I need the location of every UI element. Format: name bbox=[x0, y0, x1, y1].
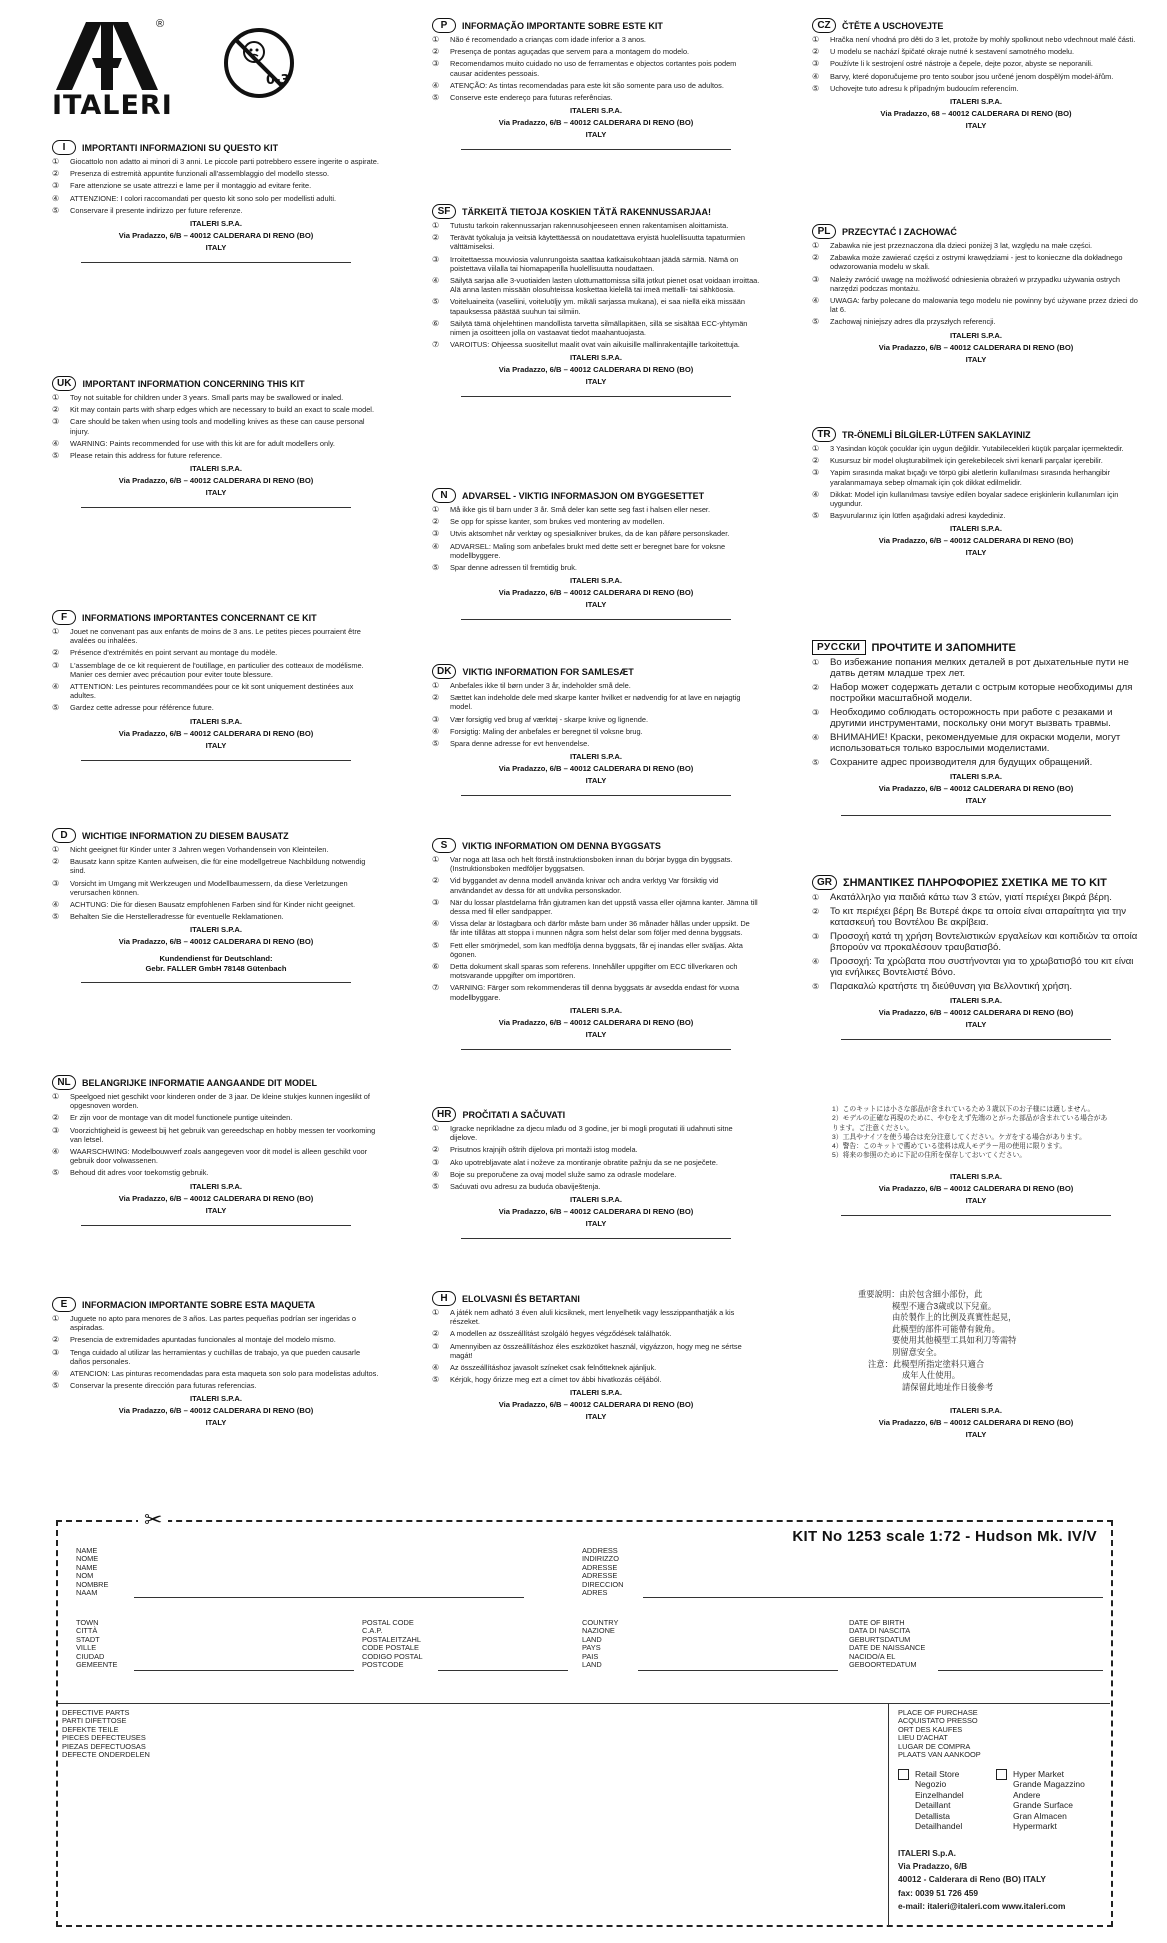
notice-hungarian: H ELOLVASNI ÉS BETARTANI ① A játék nem adható 3 éven aluli kicsiknek, mert lenyelhetik vagy lesszippanthatják a kis részeket. ② A modellen az összeállítást szolgáló hegyes végződések találhatók. ③ Amennyiben az összeállításhoz éles eszközöket használ, vigyázzon, hogy meg ne sértse magát! ④ Az összeállításhoz javasolt színeket csak felnőtteknek ajánljuk. ⑤ Kérjük, hogy őrizze meg ezt a címet tov ábbi hivatkozás céljából. ITALERI S.P.A. Via Pradazzo, 6/B – 40012 CALDERARA DI RENO (BO) ITALY bbox=[432, 1291, 760, 1423]
company-name: ITALERI S.P.A. bbox=[189, 1181, 243, 1191]
notice-item: Сохраните адрес производителя для будущих обращений. bbox=[830, 757, 1093, 768]
postal-code-label: POSTAL CODE C.A.P. POSTALEITZAHL CODE POSTALE CODIGO POSTAL POSTCODE bbox=[362, 1618, 423, 1670]
notice-item: Tenga cuidado al utilizar las herramientas y cuchillas de trabajo, ya que pueden causarle daños personales. bbox=[70, 1347, 361, 1366]
address-label: ADDRESS INDIRIZZO ADRESSE ADRESSE DIRECCION ADRES bbox=[582, 1546, 624, 1598]
notice-title: VIKTIG INFORMATION FOR SAMLESÆT bbox=[462, 666, 634, 677]
company-address: Via Pradazzo, 68 – 40012 CALDERARA DI RENO (BO) bbox=[880, 109, 1072, 119]
name-label: NAME NOME NAME NOM NOMBRE NAAM bbox=[76, 1546, 109, 1598]
divider bbox=[81, 760, 351, 761]
notice-russian: РУССКИ ПРОЧТИТЕ И ЗАПОМНИТЕ ① Во избежание попания мелких деталей в рот дыхательные пути не датвь детям младше трех лет. ② Набор может содержать детали с острым которые необходимы для постройки масштабной модели. ③ Необходимо соблюдать осторожность при работе с резаками и другими инструментами, поскольку они могут вызвать травмы. ④ ВНИМАНИЕ! Краски, рекомендуемые для окраски модели, могут использоваться только взрослыми моделистами. ⑤ Сохраните адрес производителя для будущих обращений. ITALERI S.P.A. Via Pradazzo, 6/B – 40012 CALDERARA DI RENO (BO) ITALY bbox=[812, 640, 1140, 875]
notice-item: Terävät työkaluja ja veitsiä käytettäessä on noudatettava eryistä huolellisuutta tapaturmien välttämiseksi. bbox=[450, 233, 745, 252]
notice-item: Boje su preporučene za ovaj model služe samo za odrasle modelare. bbox=[450, 1169, 677, 1179]
notice-item: Tutustu tarkoin rakennussarjan rakennusohjeeseen ennen rakentamisen aloittamista. bbox=[450, 221, 729, 230]
notice-english: UK IMPORTANT INFORMATION CONCERNING THIS KIT ① Toy not suitable for children under 3 years. Small parts may be swallowed or inaled. ② Kit may contain parts with sharp edges which are necessary to build an exact to scale model. ③ Care should be taken when using tools and modelling knives as these can cause personal injury. ④ WARNING: Paints recommended for use with this kit are for adult modellers only. ⑤ Please retain this address for future reference. ITALERI S.P.A. Via Pradazzo, 6/B – 40012 CALDERARA DI RENO (BO) ITALY bbox=[52, 376, 380, 610]
language-code: F bbox=[52, 610, 76, 625]
notice-item: Ako upotrebljavate alat i noževe za montiranje obratite pažnju da se ne posječete. bbox=[450, 1157, 718, 1167]
notice-item: 5）将来の参照のために下記の住所を保存しておいてください。 bbox=[832, 1152, 1027, 1160]
notice-item: VAROITUS: Ohjeessa suositellut maalit ovat vain aikuisille mallinrakentajille tarkoitettuja. bbox=[450, 340, 740, 350]
notice-item: U modelu se nachází špičaté okraje nutné k sestavení samotného modelu. bbox=[830, 47, 1075, 57]
company-country: ITALY bbox=[965, 121, 987, 131]
notice-item: Vissa delar är löstagbara och därför måste barn under 36 månader hållas under uppsikt. De får inte tillåtas att stoppa i munnen några som helst delar som följer med denna byggsats. bbox=[450, 919, 750, 938]
company-address: Via Pradazzo, 6/B – 40012 CALDERARA DI RENO (BO) bbox=[498, 1017, 694, 1027]
notice-title: ПРОЧТИТЕ И ЗАПОМНИТЕ bbox=[871, 641, 1016, 654]
company-country: ITALY bbox=[965, 1430, 987, 1440]
notice-item: Behalten Sie die Herstelleradresse für eventuelle Reklamationen. bbox=[70, 912, 284, 922]
notice-item: Необходимо соблюдать осторожность при работе с резаками и другими инструментами, поскольку они могут вызвать травмы. bbox=[830, 707, 1113, 729]
notice-item: Vær forsigtig ved brug af værktøj - skarpe knive og lignende. bbox=[450, 714, 648, 724]
divider bbox=[461, 149, 731, 150]
notice-item: Voorzichtigheid is geweest bij het gebruik van gereedschap en hobby messen ter voorkoming van letsel. bbox=[70, 1125, 376, 1144]
notice-item: Please retain this address for future reference. bbox=[70, 451, 222, 461]
company-name: ITALERI S.P.A. bbox=[569, 1388, 623, 1398]
notice-czech: CZ ČTĚTE A USCHOVEJTE ① Hračka není vhodná pro děti do 3 let, protože by mohly spolknout nebo vdechnout malé části. ② U modelu se nachází špičaté okraje nutné k sestavení samotného modelu. ③ Používte li k sestrojení ostré nástroje a čepele, dejte pozor, abyste se neporanili. ④ Barvy, které doporučujeme pro tento soubor jsou určené jenom dospělým model-ářům. ⑤ Uchovejte tuto adresu k případným budoucím referencím. ITALERI S.P.A. Via Pradazzo, 68 – 40012 CALDERARA DI RENO (BO) ITALY bbox=[812, 18, 1140, 224]
notice-item: Não é recomendado a crianças com idade inferior a 3 anos. bbox=[450, 35, 646, 44]
company-country: ITALY bbox=[965, 548, 987, 558]
notice-item: UWAGA: farby polecane do malowania tego modelu nie powinny być używane przez dzieci do lat 6. bbox=[830, 296, 1138, 315]
language-code: S bbox=[432, 838, 456, 853]
company-name: ITALERI S.P.A. bbox=[949, 330, 1003, 340]
notice-item: WAARSCHWING: Modelbouwverf zoals aangegeven voor dit model is alleen geschikt voor gebruik door volwassenen. bbox=[70, 1147, 368, 1166]
notice-item: ATTENZIONE: I colori raccomandati per questo kit sono solo per modellisti adulti. bbox=[70, 193, 337, 203]
notice-title: WICHTIGE INFORMATION ZU DIESEM BAUSATZ bbox=[82, 830, 289, 841]
date-of-birth-field[interactable] bbox=[938, 1670, 1103, 1671]
company-address: Via Pradazzo, 6/B – 40012 CALDERARA DI RENO (BO) bbox=[118, 476, 314, 486]
company-country: ITALY bbox=[585, 600, 607, 610]
hyper-market-checkbox[interactable] bbox=[996, 1769, 1007, 1780]
notice-item: Care should be taken when using tools and modelling knives as these can cause personal injury. bbox=[70, 417, 365, 436]
notice-item: Saćuvati ovu adresu za buduća obaviještenja. bbox=[450, 1182, 601, 1192]
notice-item: Το κιτ περιέχει βέρη Βε Βυτερέ άκρε τα οποία είναι απαραίτητα για την κατασκευή του Βοντέλου Βε ακρίβεια. bbox=[830, 906, 1127, 928]
notice-title: IMPORTANT INFORMATION CONCERNING THIS KIT bbox=[82, 378, 305, 389]
notice-item: 3）工具やナイフを使う場合は充分注意してください。ケガをする場合があります。 bbox=[832, 1133, 1086, 1141]
notice-item: Conservare il presente indirizzo per future referenze. bbox=[70, 205, 243, 215]
town-field[interactable] bbox=[134, 1670, 354, 1671]
notice-title: TR-ÖNEMLİ BİLGİLER-LÜTFEN SAKLAYINIZ bbox=[842, 429, 1031, 440]
company-name: ITALERI S.P.A. bbox=[189, 1394, 243, 1404]
notice-item: 成年人仕使用。 bbox=[902, 1370, 961, 1381]
notice-italian: I IMPORTANTI INFORMAZIONI SU QUESTO KIT ① Giocattolo non adatto ai minori di 3 anni. Le piccole parti potrebbero essere ingerite o aspirate. ② Presenza di estremità appuntite funzionali all'assemblaggio del modello stesso. ③ Fare attenzione se usate attrezzi e lame per il montaggio ad evitare ferite. ④ ATTENZIONE: I colori raccomandati per questo kit sono solo per modellisti adulti. ⑤ Conservare il presente indirizzo per future referenze. ITALERI S.P.A. Via Pradazzo, 6/B – 40012 CALDERARA DI RENO (BO) ITALY bbox=[52, 140, 380, 376]
company-country: ITALY bbox=[205, 243, 227, 253]
notice-item: Набор может содержать детали с острым которые необходимы для постройки масштабной модели. bbox=[830, 682, 1133, 704]
hyper-market-option[interactable] bbox=[996, 1769, 1085, 1834]
notice-title: IMPORTANTI INFORMAZIONI SU QUESTO KIT bbox=[82, 142, 279, 153]
company-country: ITALY bbox=[205, 488, 227, 498]
notice-chinese bbox=[812, 1289, 1140, 1441]
notice-item: 4）警告：このキットで薦めている塗料は成人モデラー用の使用に限ります。 bbox=[832, 1143, 1067, 1151]
notice-item: Παρακαλώ κρατήστε τη διεύθυνση για Βελλοντική χρήση. bbox=[830, 981, 1073, 992]
notice-item: 2）モデルの正確な再現のために、やむをえず先端のとがった部品が含まれている場合があります。ご注意ください。 bbox=[832, 1115, 1108, 1132]
notice-item: Kit may contain parts with sharp edges which are necessary to build an exact to scale model. bbox=[70, 405, 374, 415]
company-name: ITALERI S.P.A. bbox=[949, 1171, 1003, 1181]
company-address: Via Pradazzo, 6/B – 40012 CALDERARA DI RENO (BO) bbox=[498, 118, 694, 128]
company-address: Via Pradazzo, 6/B – 40012 CALDERARA DI RENO (BO) bbox=[118, 1193, 314, 1203]
company-name: ITALERI S.P.A. bbox=[949, 772, 1003, 781]
divider bbox=[461, 396, 731, 397]
notice-item: Spar denne adressen til fremtidig bruk. bbox=[450, 563, 577, 573]
language-code: I bbox=[52, 140, 76, 155]
company-country: ITALY bbox=[585, 1219, 607, 1229]
notice-item: 模型不適合3歲或以下兒童。 bbox=[892, 1300, 997, 1311]
notice-item: Uchovejte tuto adresu k případným budoucím referencím. bbox=[830, 83, 1019, 93]
brand-name: ITALERI bbox=[52, 90, 173, 121]
notice-item: Gardez cette adresse pour référence future. bbox=[70, 703, 214, 713]
country-label: COUNTRY NAZIONE LAND PAYS PAIS LAND bbox=[582, 1618, 619, 1670]
registration-coupon bbox=[56, 1507, 1113, 1927]
language-code: SF bbox=[432, 204, 456, 219]
language-code: HR bbox=[432, 1107, 456, 1122]
notice-item: Amennyiben az összeállításhoz éles eszközöket használ, vigyázzon, hogy meg ne sértse magát! bbox=[450, 1341, 742, 1360]
distributor-label: Kundendienst für Deutschland: bbox=[159, 954, 273, 964]
company-address: Via Pradazzo, 6/B – 40012 CALDERARA DI RENO (BO) bbox=[118, 937, 314, 947]
notice-item: L'assemblage de ce kit requierent de l'outillage, en particulier des cotteaux de modélisme. Manier ces dernier avec précaution pour eviter toute blessure. bbox=[70, 660, 364, 679]
notice-title: BELANGRIJKE INFORMATIE AANGAANDE DIT MODEL bbox=[82, 1077, 317, 1088]
address-field[interactable] bbox=[643, 1597, 1103, 1598]
postal-code-field[interactable] bbox=[438, 1670, 568, 1671]
notice-item: Présence d'extrémités en point servant au montage du modèle. bbox=[70, 648, 278, 658]
italeri-logo bbox=[52, 18, 173, 121]
column-3 bbox=[812, 18, 1140, 1441]
distributor-name: Gebr. FALLER GmbH 78148 Gütenbach bbox=[145, 964, 287, 974]
notice-item: Jouet ne convenant pas aux enfants de moins de 3 ans. Le petites pieces pourraient être avalées ou inhalées. bbox=[70, 627, 361, 646]
company-country: ITALY bbox=[585, 1029, 607, 1039]
notice-item: ВНИМАНИЕ! Краски, рекомендуемые для окраски модели, могут использоваться только взрослыми моделистами. bbox=[830, 732, 1121, 754]
notice-item: Irroitettaessa mouviosia valunrungoista saattaa katkaisukohtaan jäädä särmiä. Nämä on poistettava viilalla tai hiomapaperilla huolellisuutta noudattaen. bbox=[450, 254, 739, 273]
company-country: ITALY bbox=[205, 740, 227, 750]
language-code: CZ bbox=[812, 18, 836, 33]
notice-title: TÄRKEITÄ TIETOJA KOSKIEN TÄTÄ RAKENNUSSARJAA! bbox=[462, 206, 712, 217]
company-name: ITALERI S.P.A. bbox=[569, 576, 623, 586]
notice-item: Zabawka może zawierać części z ostrymi krawędziami - jest to konieczne dla dokładnego odwzorowania modelu w skali. bbox=[830, 253, 1123, 272]
notice-item: Presença de pontas aguçadas que servem para a montagem do modelo. bbox=[450, 47, 690, 57]
divider bbox=[461, 1238, 731, 1239]
divider bbox=[81, 507, 351, 508]
notice-item: ATENÇÃO: As tintas recomendadas para este kit são somente para uso de adultos. bbox=[450, 80, 724, 90]
notice-item: Dikkat: Model için kullanılması tavsiye edilen boyalar sadece erişkinlerin kullanımları için uygundur. bbox=[830, 489, 1119, 509]
company-country: ITALY bbox=[965, 1020, 987, 1029]
company-address: Via Pradazzo, 6/B – 40012 CALDERARA DI RENO (BO) bbox=[498, 365, 694, 375]
retail-store-labels: Retail Store Negozio Einzelhandel Detaillant Detallista Detailhandel bbox=[915, 1769, 964, 1832]
notice-item: Igracke neprikladne za djecu mlađu od 3 godine, jer bi mogli progutati ili udahnuti sitne dijelove. bbox=[450, 1124, 733, 1143]
notice-item: Toy not suitable for children under 3 years. Small parts may be swallowed or inaled. bbox=[70, 393, 344, 402]
company-name: ITALERI S.P.A. bbox=[189, 464, 243, 474]
defective-parts-label: DEFECTIVE PARTS PARTI DIFETTOSE DEFEKTE TEILE PIECES DEFECTEUSES PIEZAS DEFECTUOSAS DEFECTE ONDERDELEN bbox=[62, 1708, 150, 1760]
notice-polish: PL PRZECYTAĆ I ZACHOWAĆ ① Zabawka nie jest przeznaczona dla dzieci poniżej 3 lat, względu na małe części. ② Zabawka może zawierać części z ostrymi krawędziami - jest to konieczne dla dokładnego odwzorowania modelu w skali. ③ Należy zwrócić uwagę na możliwość odniesienia obrażeń w przypadku używania ostrych narzędzi podczas montażu. ④ UWAGA: farby polecane do malowania tego modelu nie powinny być używane przez dzieci do lat 6. ⑤ Zachowaj niniejszy adres dla przyszłych referencji. ITALERI S.P.A. Via Pradazzo, 6/B – 40012 CALDERARA DI RENO (BO) ITALY bbox=[812, 224, 1140, 427]
notice-item: 3 Yasindan küçük çocuklar için uygun değildir. Yutabilecekleri küçük parçalar içermektedir. bbox=[830, 444, 1124, 453]
notice-item: Prisutnos krajnjih oštrih dijelova pri montaži istog modela. bbox=[450, 1145, 638, 1155]
notice-item: Во избежание попания мелких деталей в рот дыхательные пути не датвь детям младше трех лет. bbox=[830, 657, 1129, 679]
notice-item: Utvis aktsomhet når verktøy og spesialkniver brukes, da de kan påføre personskader. bbox=[450, 529, 730, 539]
notice-item: Forsigtig: Maling der anbefales er beregnet til voksne brug. bbox=[450, 726, 643, 736]
notice-item: Juguete no apto para menores de 3 años. Las partes pequeñas podrían ser ingeridas o aspiradas. bbox=[70, 1314, 356, 1333]
notice-item: Recomendamos muito cuidado no uso de ferramentas e objectos cortantes pois podem causar acidentes pessoais. bbox=[450, 59, 737, 78]
town-label: TOWN CITTÀ STADT VILLE CIUDAD GEMEENTE bbox=[76, 1618, 118, 1670]
notice-item: Vorsicht im Umgang mit Werkzeugen und Modellbaumessern, da diese Verletzungen verursachen können. bbox=[70, 878, 348, 897]
company-address: Via Pradazzo, 6/B – 40012 CALDERARA DI RENO (BO) bbox=[498, 1400, 694, 1410]
company-country: ITALY bbox=[205, 1205, 227, 1215]
name-field[interactable] bbox=[134, 1597, 524, 1598]
company-contact: ITALERI S.p.A. Via Pradazzo, 6/B 40012 - Calderara di Reno (BO) ITALY fax: 0039 51 726 459 e-mail: italeri@italeri.com www.italeri.com bbox=[898, 1848, 1066, 1911]
notice-item: 別留意安全。 bbox=[892, 1346, 942, 1357]
notice-title: PROČITATI A SAČUVATI bbox=[462, 1109, 566, 1120]
notice-item: Sættet kan indeholde dele med skarpe kanter hvilket er nødvendig for at lave en nøjagtig model. bbox=[450, 693, 741, 712]
hyper-market-labels: Hyper Market Grande Magazzino Andere Grande Surface Gran Almacen Hypermarkt bbox=[1013, 1769, 1085, 1832]
notice-item: Προσοχή: Τα χρώβατα που συστήνονται για το χρωβατισβό του κιτ είναι για ενήλικες Βοντελιστέ Βόνο. bbox=[830, 956, 1134, 978]
divider bbox=[841, 815, 1111, 816]
company-name: ITALERI S.P.A. bbox=[949, 524, 1003, 534]
notice-item: Fare attenzione se usate attrezzi e lame per il montaggio ad evitare ferite. bbox=[70, 181, 312, 191]
divider bbox=[841, 1215, 1111, 1216]
notice-item: Kusursuz bir model oluşturabilmek için gerekebilecek sivri kenarli parçalar içerebilir. bbox=[830, 456, 1103, 466]
notice-item: Bausatz kann spitze Kanten aufweisen, die für eine modellgetreue Nachbildung notwendig sind. bbox=[70, 857, 366, 876]
notice-title: PRZECYTAĆ I ZACHOWAĆ bbox=[842, 226, 957, 237]
notice-item: ATENCION: Las pinturas recomendadas para esta maqueta son solo para modelistas adultos. bbox=[70, 1369, 379, 1379]
language-code: РУССКИ bbox=[812, 640, 866, 655]
notice-item: Kérjük, hogy őrizze meg ezt a címet tov ábbi hivatkozás céljából. bbox=[450, 1375, 662, 1385]
notice-item: Speelgoed niet geschikt voor kinderen onder de 3 jaar. De kleine stukjes kunnen ingeslikt of opgesnoven worden. bbox=[70, 1092, 370, 1111]
company-address: Via Pradazzo, 6/B – 40012 CALDERARA DI RENO (BO) bbox=[878, 342, 1074, 352]
company-address: Via Pradazzo, 6/B – 40012 CALDERARA DI RENO (BO) bbox=[498, 588, 694, 598]
language-code: H bbox=[432, 1291, 456, 1306]
country-field[interactable] bbox=[638, 1670, 838, 1671]
notice-item: Vid byggandet av denna modell använda knivar och andra verktyg Var försiktig vid användandet av dessa för att undvika personskador. bbox=[450, 876, 719, 895]
company-address: Via Pradazzo, 6/B – 40012 CALDERARA DI RENO (BO) bbox=[118, 728, 314, 738]
notice-item: ATTENTION: Les peintures recommandées pour ce kit sont uniquement destinées aux adultes. bbox=[70, 682, 354, 701]
notice-item: Az összeállításhoz javasolt színeket csak felnőtteknek ajánljuk. bbox=[450, 1363, 657, 1373]
language-code: GR bbox=[812, 875, 837, 890]
language-code: P bbox=[432, 18, 456, 33]
company-address: Via Pradazzo, 6/B – 40012 CALDERARA DI RENO (BO) bbox=[878, 536, 1074, 546]
notice-title: ΣΗΜΑΝΤΙΚΕΣ ΠΛΗΡΟΦΟΡΙΕΣ ΣΧΕΤΙΚΑ ΜΕ ΤΟ ΚΙΤ bbox=[843, 876, 1107, 889]
notice-item: 注意：此模型所指定塗料只適合 bbox=[868, 1358, 985, 1369]
notice-japanese bbox=[812, 1105, 1140, 1289]
company-country: ITALY bbox=[585, 130, 607, 140]
language-code: N bbox=[432, 488, 456, 503]
company-name: ITALERI S.P.A. bbox=[949, 97, 1003, 107]
company-country: ITALY bbox=[965, 1195, 987, 1205]
scissors-icon: ✂ bbox=[138, 1508, 168, 1532]
notice-item: Başvurularınız için lütfen aşağıdaki adresi kaydediniz. bbox=[830, 511, 1006, 521]
notice-item: Conservar la presente dirección para futuras referencias. bbox=[70, 1381, 257, 1391]
company-address: Via Pradazzo, 6/B – 40012 CALDERARA DI RENO (BO) bbox=[498, 1207, 694, 1217]
divider bbox=[461, 795, 731, 796]
notice-title: ADVARSEL - VIKTIG INFORMASJON OM BYGGESETTET bbox=[462, 490, 705, 501]
notice-item: 要使用其他模型工具如利刀等需特 bbox=[892, 1335, 1017, 1346]
language-code: D bbox=[52, 828, 76, 843]
notice-norwegian: N ADVARSEL - VIKTIG INFORMASJON OM BYGGESETTET ① Må ikke gis til barn under 3 år. Små deler kan sette seg fast i halsen eller neser. ② Se opp for spisse kanter, som brukes ved montering av modellen. ③ Utvis aktsomhet når verktøy og spesialkniver brukes, da de kan påføre personskader. ④ ADVARSEL: Maling som anbefales brukt med dette sett er beregnet bare for voksne modellbyggere. ⑤ Spar denne adressen til fremtidig bruk. ITALERI S.P.A. Via Pradazzo, 6/B – 40012 CALDERARA DI RENO (BO) ITALY bbox=[432, 488, 760, 664]
notice-item: 重要說明：由於包含細小部份，此 bbox=[858, 1289, 983, 1299]
notice-french: F INFORMATIONS IMPORTANTES CONCERNANT CE KIT ① Jouet ne convenant pas aux enfants de moins de 3 ans. Le petites pieces pourraient être avalées ou inhalées. ② Présence d'extrémités en point servant au montage du modèle. ③ L'assemblage de ce kit requierent de l'outillage, en particulier des cotteaux de modélisme. Manier ces dernier avec précaution pour eviter toute blessure. ④ ATTENTION: Les peintures recommandées pour ce kit sont uniquement destinées aux adultes. ⑤ Gardez cette adresse pour référence future. ITALERI S.P.A. Via Pradazzo, 6/B – 40012 CALDERARA DI RENO (BO) ITALY bbox=[52, 610, 380, 828]
notice-item: Používte li k sestrojení ostré nástroje a čepele, dejte pozor, abyste se neporanili. bbox=[830, 59, 1093, 69]
divider bbox=[81, 1225, 351, 1226]
notice-item: A modellen az összeállítást szolgáló hegyes végződések találhatók. bbox=[450, 1329, 672, 1339]
notice-german: D WICHTIGE INFORMATION ZU DIESEM BAUSATZ ① Nicht geeignet für Kinder unter 3 Jahren wegen Vorhandensein von Kleinteilen. ② Bausatz kann spitze Kanten aufweisen, die für eine modellgetreue Nachbildung notwendig sind. ③ Vorsicht im Umgang mit Werkzeugen und Modellbaumessern, da diese Verletzungen verursachen können. ④ ACHTUNG: Die für diesen Bausatz empfohlenen Farben sind für Kinder nicht geeignet. ⑤ Behalten Sie die Herstelleradresse für eventuelle Reklamationen. ITALERI S.P.A. Via Pradazzo, 6/B – 40012 CALDERARA DI RENO (BO) Kundendienst für Deutschland: Gebr. FALLER GmbH 78148 Gütenbach bbox=[52, 828, 380, 1075]
notice-portuguese: P INFORMAÇÃO IMPORTANTE SOBRE ESTE KIT ① Não é recomendado a crianças com idade inferior a 3 anos. ② Presença de pontas aguçadas que servem para a montagem do modelo. ③ Recomendamos muito cuidado no uso de ferramentas e objectos cortantes pois podem causar acidentes pessoais. ④ ATENÇÃO: As tintas recomendadas para este kit são somente para uso de adultos. ⑤ Conserve este endereço para futuras referências. ITALERI S.P.A. Via Pradazzo, 6/B – 40012 CALDERARA DI RENO (BO) ITALY bbox=[432, 18, 760, 204]
notice-title: ELOLVASNI ÉS BETARTANI bbox=[462, 1293, 580, 1304]
retail-store-option[interactable] bbox=[898, 1769, 964, 1834]
language-code: DK bbox=[432, 664, 456, 679]
company-country: ITALY bbox=[585, 776, 607, 786]
language-code: NL bbox=[52, 1075, 76, 1090]
notice-item: Προσοχή κατά τη χρήση Βοντελιστικών εργαλείων και κοπιδιών τα οποία βπορούν να προκαλέσουν τραυβατισβό. bbox=[830, 931, 1138, 953]
italeri-logo-mark-icon bbox=[52, 18, 165, 93]
company-country: ITALY bbox=[585, 1412, 607, 1422]
notice-item: Var noga att läsa och helt förstå instruktionsboken innan du börjar bygga din byggsats. (Instruktionsboken medföljer byggsatsen. bbox=[450, 855, 733, 874]
divider bbox=[81, 262, 351, 263]
notice-item: Må ikke gis til barn under 3 år. Små deler kan sette seg fast i halsen eller neser. bbox=[450, 505, 711, 514]
notice-item: Ακατάλληλο για παιδιά κάτω των 3 ετών, γιατί περιέχει βικρά βέρη. bbox=[830, 892, 1112, 903]
notice-finnish: SF TÄRKEITÄ TIETOJA KOSKIEN TÄTÄ RAKENNUSSARJAA! ① Tutustu tarkoin rakennussarjan rakennusohjeeseen ennen rakentamisen aloittamista. ② Terävät työkaluja ja veitsiä käytettäessä on noudatettava eryistä huolellisuutta tapaturmien välttämiseksi. ③ Irroitettaessa mouviosia valunrungoista saattaa katkaisukohtaan jäädä särmiä. Nämä on poistettava viilalla tai hiomapaperilla huolellisuutta noudattaen. ④ Säilytä sarjaa alle 3-vuotiaiden lasten ulottumattomissa sillä jotkut pienet osat voidaan irroittaa. Alä anna lasten missään olosuhteissa koskettaa kielellä tai imeä mettalli- tai sähköosia. ⑤ Voiteluaineita (vaseliini, voiteluöljy ym. mikäli sarjassa mukana), ei saa niellä eikä missään tapauksessa päästää suuhun tai silmiin. ⑥ Säilytä tämä ohjelehtinen mandollista tarvetta silmällapitäen, sillä se sisältää ECC-yhtymän nimen ja osoitteen jolla on vastaavat tiedot maahantuojasta. ⑦ VAROITUS: Ohjeessa suositellut maalit ovat vain aikuisille mallinrakentajille tarkoitettuja. ITALERI S.P.A. Via Pradazzo, 6/B – 40012 CALDERARA DI RENO (BO) ITALY bbox=[432, 204, 760, 488]
company-name: ITALERI S.P.A. bbox=[569, 1005, 623, 1015]
language-code: E bbox=[52, 1297, 76, 1312]
company-address: Via Pradazzo, 6/B – 40012 CALDERARA DI RENO (BO) bbox=[878, 1008, 1074, 1017]
notice-item: 由於製作上的比例及真實性起見， bbox=[892, 1312, 1017, 1323]
notice-item: Presencia de extremidades apuntadas funcionales al montaje del modelo mismo. bbox=[70, 1335, 336, 1345]
company-name: ITALERI S.P.A. bbox=[189, 925, 243, 935]
company-address: Via Pradazzo, 6/B – 40012 CALDERARA DI RENO (BO) bbox=[878, 1418, 1074, 1428]
notice-item: Należy zwrócić uwagę na możliwość odniesienia obrażeń w przypadku używania ostrych narzędzi podczas montażu. bbox=[830, 274, 1121, 293]
age-label: 0-3 bbox=[266, 73, 290, 88]
notice-item: Barvy, které doporučujeme pro tento soubor jsou určené jenom dospělým model-ářům. bbox=[830, 71, 1114, 81]
notice-item: Er zijn voor de montage van dit model functionele puntige uiteinden. bbox=[70, 1113, 293, 1123]
notice-item: Giocattolo non adatto ai minori di 3 anni. Le piccole parti potrebbero essere ingerite o aspirate. bbox=[70, 157, 379, 166]
notice-greek: GR ΣΗΜΑΝΤΙΚΕΣ ΠΛΗΡΟΦΟΡΙΕΣ ΣΧΕΤΙΚΑ ΜΕ ΤΟ ΚΙΤ ① Ακατάλληλο για παιδιά κάτω των 3 ετών, γιατί περιέχει βικρά βέρη. ② Το κιτ περιέχει βέρη Βε Βυτερέ άκρε τα οποία είναι απαραίτητα για την κατασκευή του Βοντέλου Βε ακρίβεια. ③ Προσοχή κατά τη χρήση Βοντελιστικών εργαλείων και κοπιδιών τα οποία βπορούν να προκαλέσουν τραυβατισβό. ④ Προσοχή: Τα χρώβατα που συστήνονται για το χρωβατισβό του κιτ είναι για ενήλικες Βοντελιστέ Βόνο. ⑤ Παρακαλώ κρατήστε τη διεύθυνση για Βελλοντική χρήση. ITALERI S.P.A. Via Pradazzo, 6/B – 40012 CALDERARA DI RENO (BO) ITALY bbox=[812, 875, 1140, 1105]
notice-title: INFORMACION IMPORTANTE SOBRE ESTA MAQUETA bbox=[82, 1299, 316, 1310]
notice-title: ČTĚTE A USCHOVEJTE bbox=[842, 20, 944, 31]
column-1 bbox=[52, 140, 380, 1429]
notice-danish: DK VIKTIG INFORMATION FOR SAMLESÆT ① Anbefales ikke til børn under 3 år, indeholder små dele. ② Sættet kan indeholde dele med skarpe kanter hvilket er nødvendig for at lave en nøjagtig model. ③ Vær forsigtig ved brug af værktøj - skarpe knive og lignende. ④ Forsigtig: Maling der anbefales er beregnet til voksne brug. ⑤ Spara denne adresse for evt henvendelse. ITALERI S.P.A. Via Pradazzo, 6/B – 40012 CALDERARA DI RENO (BO) ITALY bbox=[432, 664, 760, 838]
company-country: ITALY bbox=[585, 377, 607, 387]
kit-title: KIT No 1253 scale 1:72 - Hudson Mk. IV/V bbox=[792, 1528, 1097, 1545]
notice-item: Hračka není vhodná pro děti do 3 let, protože by mohly spolknout nebo vdechnout malé části. bbox=[830, 35, 1136, 44]
company-name: ITALERI S.P.A. bbox=[569, 106, 623, 116]
company-name: ITALERI S.P.A. bbox=[949, 996, 1003, 1005]
notice-croatian: HR PROČITATI A SAČUVATI ① Igracke neprikladne za djecu mlađu od 3 godine, jer bi mogli progutati ili udahnuti sitne dijelove. ② Prisutnos krajnjih oštrih dijelova pri montaži istog modela. ③ Ako upotrebljavate alat i noževe za montiranje obratite pažnju da se ne posječete. ④ Boje su preporučene za ovaj model služe samo za odrasle modelare. ⑤ Saćuvati ovu adresu za buduća obaviještenja. ITALERI S.P.A. Via Pradazzo, 6/B – 40012 CALDERARA DI RENO (BO) ITALY bbox=[432, 1107, 760, 1291]
notice-item: VARNING: Färger som rekommenderas till denna byggsats är avsedda endast för vuxna modellbyggare. bbox=[450, 983, 740, 1002]
notice-item: Behoud dit adres voor toekomstig gebruik. bbox=[70, 1168, 209, 1178]
divider bbox=[888, 1703, 889, 1926]
company-address: Via Pradazzo, 6/B – 40012 CALDERARA DI RENO (BO) bbox=[498, 764, 694, 774]
column-2 bbox=[432, 18, 760, 1423]
company-name: ITALERI S.P.A. bbox=[569, 1195, 623, 1205]
notice-item: Detta dokument skall sparas som referens. Innehåller uppgifter om ECC tillverkaren och motsvarande uppgifter om importören. bbox=[450, 962, 738, 981]
company-name: ITALERI S.P.A. bbox=[569, 353, 623, 363]
company-address: Via Pradazzo, 6/B – 40012 CALDERARA DI RENO (BO) bbox=[878, 784, 1074, 793]
notice-item: Zachowaj niniejszy adres dla przyszłych referencji. bbox=[830, 317, 996, 327]
notice-item: När du lossar plastdelarna från gjutramen kan det uppstå vassa eller ojämna kanter. Jämna till dessa med fil eller sandpapper. bbox=[450, 897, 758, 917]
notice-title: INFORMAÇÃO IMPORTANTE SOBRE ESTE KIT bbox=[462, 20, 663, 31]
notice-item: ACHTUNG: Die für diesen Bausatz empfohlenen Farben sind für Kinder nicht geeignet. bbox=[70, 900, 356, 910]
registered-mark: ® bbox=[156, 18, 165, 30]
notice-item: Presenza di estremità appuntite funzionali all'assemblaggio del modello stesso. bbox=[70, 169, 329, 179]
language-code: TR bbox=[812, 427, 836, 442]
notice-item: Fett eller smörjmedel, som kan medfölja denna byggsats, får ej inandas eller sväljas. Akta ögonen. bbox=[450, 940, 743, 959]
notice-item: A játék nem adható 3 éven aluli kicsiknek, mert lenyelhetik vagy lesszippanthatják a kis részeket. bbox=[450, 1308, 735, 1327]
notice-item: Anbefales ikke til børn under 3 år, indeholder små dele. bbox=[450, 681, 631, 690]
company-country: ITALY bbox=[205, 1418, 227, 1428]
company-address: Via Pradazzo, 6/B – 40012 CALDERARA DI RENO (BO) bbox=[118, 231, 314, 241]
company-country: ITALY bbox=[965, 796, 987, 805]
notice-item: Säilytä tämä ohjelehtinen mandollista tarvetta silmällapitäen, sillä se sisältää ECC-yhtymän nimen ja osoitteen jolla on vastaavat tiedot maahantuojasta. bbox=[450, 318, 748, 338]
notice-item: ADVARSEL: Maling som anbefales brukt med dette sett er beregnet bare for voksne modellbyggere. bbox=[450, 541, 726, 560]
divider bbox=[461, 619, 731, 620]
divider bbox=[461, 1049, 731, 1050]
company-address: Via Pradazzo, 6/B – 40012 CALDERARA DI RENO (BO) bbox=[118, 1406, 314, 1416]
notice-title: INFORMATIONS IMPORTANTES CONCERNANT CE KIT bbox=[82, 612, 317, 623]
company-country: ITALY bbox=[965, 354, 987, 364]
notice-dutch: NL BELANGRIJKE INFORMATIE AANGAANDE DIT MODEL ① Speelgoed niet geschikt voor kinderen onder de 3 jaar. De kleine stukjes kunnen ingeslikt of opgesnoven worden. ② Er zijn voor de montage van dit model functionele puntige uiteinden. ③ Voorzichtigheid is geweest bij het gebruik van gereedschap en hobby messen ter voorkoming van letsel. ④ WAARSCHWING: Modelbouwverf zoals aangegeven voor dit model is alleen geschikt voor gebruik door volwassenen. ⑤ Behoud dit adres voor toekomstig gebruik. ITALERI S.P.A. Via Pradazzo, 6/B – 40012 CALDERARA DI RENO (BO) ITALY bbox=[52, 1075, 380, 1297]
language-code: PL bbox=[812, 224, 836, 239]
notice-item: Zabawka nie jest przeznaczona dla dzieci poniżej 3 lat, względu na małe części. bbox=[830, 241, 1093, 250]
notice-spanish: E INFORMACION IMPORTANTE SOBRE ESTA MAQUETA ① Juguete no apto para menores de 3 años. Las partes pequeñas podrían ser ingeridas o aspiradas. ② Presencia de extremidades apuntadas funcionales al montaje del modelo mismo. ③ Tenga cuidado al utilizar las herramientas y cuchillas de trabajo, ya que pueden causarle daños personales. ④ ATENCION: Las pinturas recomendadas para esta maqueta son solo para modelistas adultos. ⑤ Conservar la presente dirección para futuras referencias. ITALERI S.P.A. Via Pradazzo, 6/B – 40012 CALDERARA DI RENO (BO) ITALY bbox=[52, 1299, 379, 1428]
place-of-purchase-label: PLACE OF PURCHASE ACQUISTATO PRESSO ORT DES KAUFES LIEU D'ACHAT LUGAR DE COMPRA PLAATS VAN AANKOOP bbox=[898, 1708, 981, 1760]
company-name: ITALERI S.P.A. bbox=[189, 716, 243, 726]
notice-item: Voiteluaineita (vaseliini, voiteluöljy ym. mikäli sarjassa mukana), ei saa niellä eikä missään tapauksessa päästää suuhun tai silmiin. bbox=[450, 297, 745, 316]
notice-item: 請保留此地址作日後參考 bbox=[902, 1381, 994, 1392]
date-of-birth-label: DATE OF BIRTH DATA DI NASCITA GEBURTSDATUM DATE DE NAISSANCE NACIDO/A EL GEBOORTEDATUM bbox=[849, 1618, 926, 1670]
notice-swedish: S VIKTIG INFORMATION OM DENNA BYGGSATS ① Var noga att läsa och helt förstå instruktionsboken innan du börjar bygga din byggsats. (Instruktionsboken medföljer byggsatsen. ② Vid byggandet av denna modell använda knivar och andra verktyg Var försiktig vid användandet av dessa för att undvika personskador. ③ När du lossar plastdelarna från gjutramen kan det uppstå vassa eller ojämna kanter. Jämna till dessa med fil eller sandpapper. ④ Vissa delar är löstagbara och därför måste barn under 36 månader hållas under uppsikt. De får inte tillåtas att stoppa i munnen några som helst delar som följer med denna byggsats. ⑤ Fett eller smörjmedel, som kan medfölja denna byggsats, får ej inandas eller sväljas. Akta ögonen. ⑥ Detta dokument skall sparas som referens. Innehåller uppgifter om ECC tillverkaren och motsvarande uppgifter om importören. ⑦ VARNING: Färger som rekommenderas till denna byggsats är avsedda endast för vuxna modellbyggare. ITALERI S.P.A. Via Pradazzo, 6/B – 40012 CALDERARA DI RENO (BO) ITALY bbox=[432, 838, 760, 1107]
notice-turkish: TR TR-ÖNEMLİ BİLGİLER-LÜTFEN SAKLAYINIZ ① 3 Yasindan küçük çocuklar için uygun değildir. Yutabilecekleri küçük parçalar içermektedir. ② Kusursuz bir model oluşturabilmek için gerekebilecek sivri kenarli parçalar içerebilir. ③ Yapim sırasında makat bıçağı ve törpü gibi aletlerin kullanılması sırasında herhangibir yaralanmamaya sebep olmamak için çok dikkat edilmelidir. ④ Dikkat: Model için kullanılması tavsiye edilen boyalar sadece erişkinlerin kullanımları için uygundur. ⑤ Başvurularınız için lütfen aşağıdaki adresi kaydediniz. ITALERI S.P.A. Via Pradazzo, 6/B – 40012 CALDERARA DI RENO (BO) ITALY bbox=[812, 427, 1140, 640]
company-name: ITALERI S.P.A. bbox=[949, 1406, 1003, 1416]
retail-store-checkbox[interactable] bbox=[898, 1769, 909, 1780]
notice-item: Spara denne adresse for evt henvendelse. bbox=[450, 739, 590, 749]
divider bbox=[841, 1039, 1111, 1040]
notice-item: Säilytä sarjaa alle 3-vuotiaiden lasten ulottumattomissa sillä jotkut pienet osat voidaan irroittaa. Alä anna lasten missään olosuhteissa koskettaa kielellä tai imeä mettalli- tai sähköosia. bbox=[450, 276, 760, 295]
notice-item: Nicht geeignet für Kinder unter 3 Jahren wegen Vorhandensein von Kleinteilen. bbox=[70, 845, 329, 854]
company-address: Via Pradazzo, 6/B – 40012 CALDERARA DI RENO (BO) bbox=[878, 1183, 1074, 1193]
notice-item: 此模型的部件可能帶有銳角。 bbox=[892, 1323, 1000, 1334]
notice-item: WARNING: Paints recommended for use with this kit are for adult modellers only. bbox=[70, 438, 335, 448]
notice-item: Yapim sırasında makat bıçağı ve törpü gibi aletlerin kullanılması sırasında herhangibir yaralanmamaya sebep olmamak için çok dikkat edilmelidir. bbox=[830, 468, 1111, 487]
divider bbox=[81, 982, 351, 983]
company-name: ITALERI S.P.A. bbox=[569, 752, 623, 762]
language-code: UK bbox=[52, 376, 76, 391]
notice-title: VIKTIG INFORMATION OM DENNA BYGGSATS bbox=[462, 840, 661, 851]
company-name: ITALERI S.P.A. bbox=[189, 219, 243, 229]
not-for-under-3-icon bbox=[222, 26, 296, 100]
notice-item: Conserve este endereço para futuras referências. bbox=[450, 93, 613, 103]
notice-item: 1）このキットには小さな部品が含まれているため３歳以下のお子様には適しません。 bbox=[832, 1106, 1095, 1113]
notice-item: Se opp for spisse kanter, som brukes ved montering av modellen. bbox=[450, 517, 665, 527]
